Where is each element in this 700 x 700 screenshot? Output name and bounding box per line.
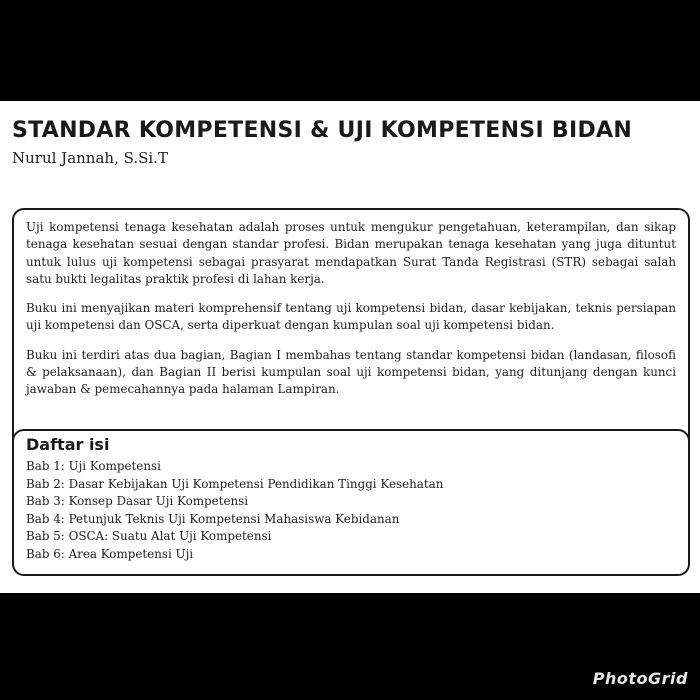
book-back-cover [0, 101, 700, 593]
book-author: Nurul Jannah, S.Si.T [12, 149, 168, 167]
toc-item: Bab 6: Area Kompetensi Uji [26, 546, 194, 561]
toc-item: Bab 3: Konsep Dasar Uji Kompetensi [26, 494, 249, 509]
toc-list [26, 458, 676, 564]
synopsis-paragraph-1: Uji kompetensi tenaga kesehatan adalah proses untuk mengukur pengetahuan, keterampilan, dan sikap tenaga kesehatan sesuai dengan standar profesi. Bidan merupakan tenaga kesehatan yang juga dituntut untuk lulus uji kompetensi sebagai prasyarat mendapatkan Surat Tanda Registrasi (STR) sebagai salah satu bukti legalitas praktik profesi di lahan kerja. [26, 220, 676, 286]
top-black-band [0, 0, 700, 101]
synopsis-paragraph-3: Buku ini terdiri atas dua bagian, Bagian I membahas tentang standar kompetensi bidan (landasan, filosofi & pelaksanaan), dan Bagian II berisi kumpulan soal uji kompetensi bidan, yang ditunjang dengan kunci jawaban & pemecahannya pada halaman Lampiran. [26, 347, 676, 397]
toc-item: Bab 4: Petunjuk Teknis Uji Kompetensi Mahasiswa Kebidanan [26, 511, 400, 526]
table-of-contents-box [12, 429, 690, 576]
toc-heading: Daftar isi [26, 435, 110, 454]
bottom-black-band [0, 593, 700, 700]
book-title: STANDAR KOMPETENSI & UJI KOMPETENSI BIDAN [12, 118, 633, 143]
photogrid-watermark: PhotoGrid [592, 669, 688, 688]
toc-item: Bab 1: Uji Kompetensi [26, 459, 161, 473]
toc-item: Bab 2: Dasar Kebijakan Uji Kompetensi Pendidikan Tinggi Kesehatan [26, 476, 444, 491]
synopsis-paragraph-2: Buku ini menyajikan materi komprehensif tentang uji kompetensi bidan, dasar kebijakan, teknis persiapan uji kompetensi dan OSCA, serta diperkuat dengan kumpulan soal uji kompetensi bidan. [26, 301, 676, 333]
toc-item: Bab 5: OSCA: Suatu Alat Uji Kompetensi [26, 529, 272, 544]
